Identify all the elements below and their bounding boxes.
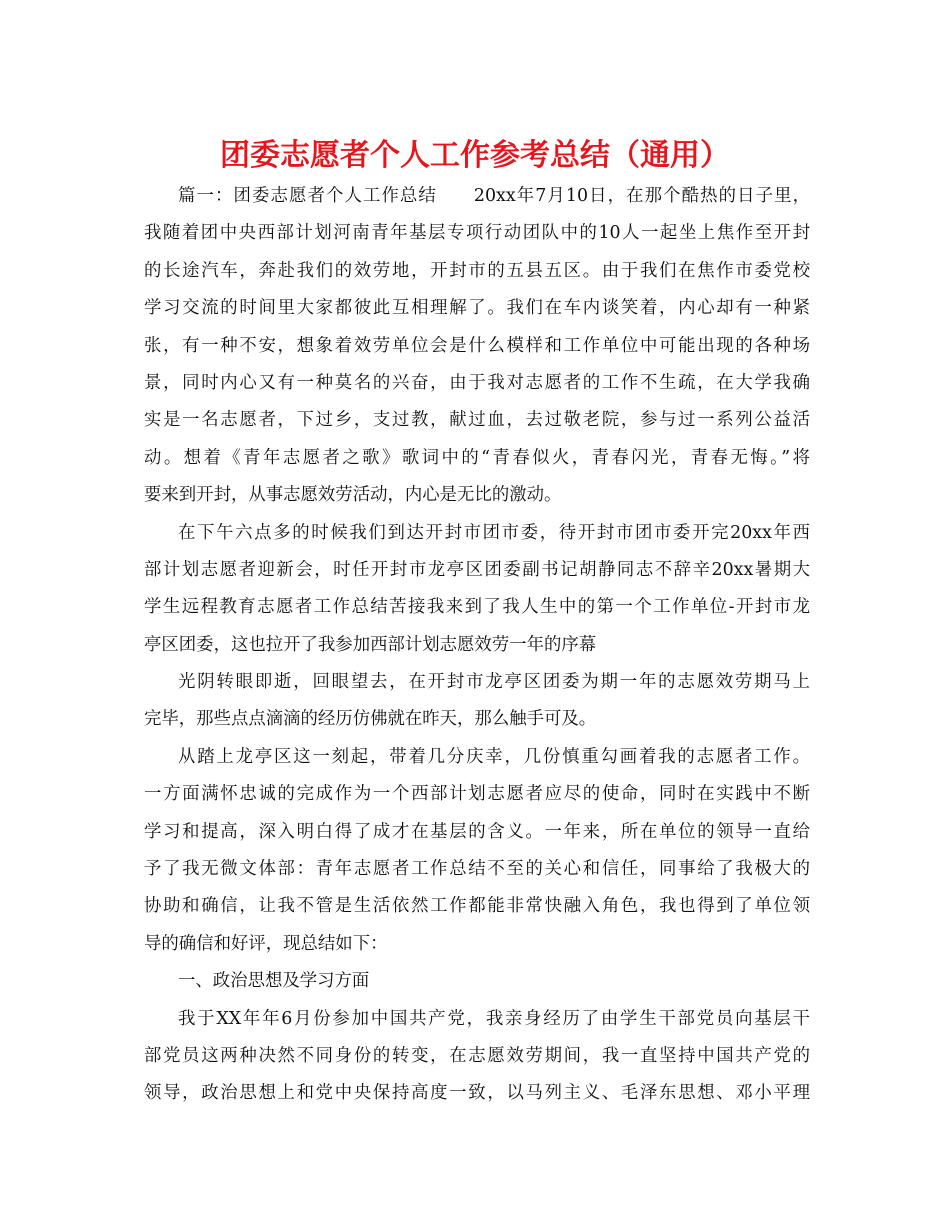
text-line: 要来到开封，从事志愿效劳活动，内心是无比的激动。 bbox=[144, 485, 562, 506]
text-line: 部党员这两种决然不同身份的转变，在志愿效劳期间，我一直坚持中国共产党的 bbox=[144, 1045, 810, 1066]
text-line: 篇一：团委志愿者个人工作总结 20xx年7月10日，在那个酷热的日子里， bbox=[178, 186, 810, 206]
text-line: 领导，政治思想上和党中央保持高度一致，以马列主义、毛泽东思想、邓小平理 bbox=[144, 1083, 810, 1104]
text-line: 部计划志愿者迎新会，时任开封市龙亭区团委副书记胡静同志不辞辛20xx暑期大 bbox=[144, 559, 810, 580]
text-line: 从踏上龙亭区这一刻起，带着几分庆幸，几份慎重勾画着我的志愿者工作。 bbox=[178, 746, 810, 767]
text-line: 的长途汽车，奔赴我们的效劳地，开封市的五县五区。由于我们在焦作市委党校 bbox=[144, 260, 810, 281]
text-line: 我随着团中央西部计划河南青年基层专项行动团队中的10人一起坐上焦作至开封 bbox=[144, 223, 810, 244]
text-line: 学习交流的时间里大家都彼此互相理解了。我们在车内谈笑着，内心却有一种紧 bbox=[144, 298, 810, 319]
text-line: 完毕，那些点点滴滴的经历仿佛就在昨天，那么触手可及。 bbox=[144, 709, 597, 730]
document-body bbox=[144, 178, 810, 1113]
text-line: 张，有一种不安，想象着效劳单位会是什么模样和工作单位中可能出现的各种场 bbox=[144, 335, 810, 356]
text-line: 一方面满怀忠诚的完成作为一个西部计划志愿者应尽的使命，同时在实践中不断 bbox=[144, 784, 810, 805]
text-line: 景，同时内心又有一种莫名的兴奋，由于我对志愿者的工作不生疏，在大学我确 bbox=[144, 372, 810, 393]
text-line: 亭区团委，这也拉开了我参加西部计划志愿效劳一年的序幕 bbox=[144, 634, 597, 655]
text-line: 实是一名志愿者，下过乡，支过教，献过血，去过敬老院，参与过一系列公益活 bbox=[144, 410, 810, 431]
text-line: 导的确信和好评，现总结如下： bbox=[144, 933, 388, 954]
text-line: 光阴转眼即逝，回眼望去，在开封市龙亭区团委为期一年的志愿效劳期马上 bbox=[178, 672, 810, 693]
text-line: 动。想着《青年志愿者之歌》歌词中的“青春似火，青春闪光，青春无悔。”将 bbox=[144, 447, 810, 468]
text-line: 协助和确信，让我不管是生活依然工作都能非常快融入角色，我也得到了单位领 bbox=[144, 896, 810, 917]
text-line: 我于XX年年6月份参加中国共产党，我亲身经历了由学生干部党员向基层干 bbox=[178, 1008, 810, 1029]
text-line: 在下午六点多的时候我们到达开封市团市委，待开封市团市委开完20xx年西 bbox=[178, 522, 810, 543]
text-line: 予了我无微文体部：青年志愿者工作总结不至的关心和信任，同事给了我极大的 bbox=[144, 859, 810, 880]
document-title: 团委志愿者个人工作参考总结（通用） bbox=[220, 138, 730, 173]
text-line: 一、政治思想及学习方面 bbox=[178, 971, 370, 992]
text-line: 学习和提高，深入明白得了成才在基层的含义。一年来，所在单位的领导一直给 bbox=[144, 821, 810, 842]
text-line: 学生远程教育志愿者工作总结苦接我来到了我人生中的第一个工作单位-开封市龙 bbox=[144, 597, 810, 618]
